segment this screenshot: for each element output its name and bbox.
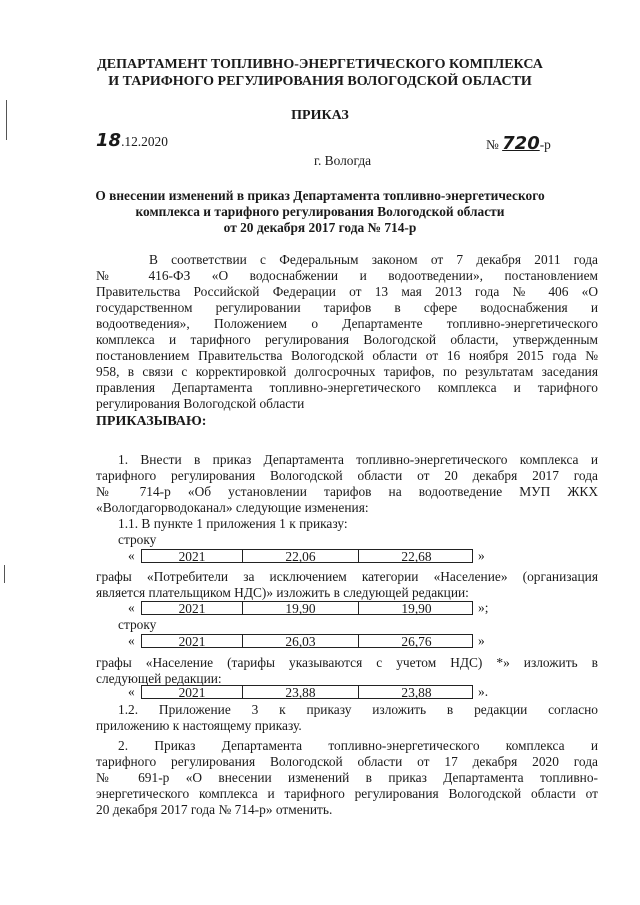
cell-year: 2021	[178, 549, 206, 564]
table-row	[141, 685, 473, 699]
preamble-line: В соответствии с Федеральным законом от 7 декабря 2011 года	[149, 252, 598, 267]
handwritten-number: 720	[502, 133, 540, 154]
item1-line: «Вологдагорводоканал» следующие изменения:	[96, 500, 369, 515]
word-row: строку	[118, 617, 157, 632]
cell-value: 22,06	[242, 550, 358, 562]
department-name-line2: И ТАРИФНОГО РЕГУЛИРОВАНИЯ ВОЛОГОДСКОЙ ОБЛАСТИ	[108, 74, 532, 89]
table-row	[141, 601, 473, 615]
cell-year: 2021	[178, 685, 206, 700]
cell-year: 2021	[178, 634, 206, 649]
preamble-line: правления Департамента топливно-энергетического комплекса и тарифного	[96, 380, 598, 395]
close-quote: »	[478, 548, 485, 563]
preamble-line: 958, в связи с корректировкой долгосрочных тарифов, по результатам заседания	[96, 364, 598, 379]
table-row	[141, 549, 473, 563]
preamble-line: № 416-ФЗ «О водоснабжении и водоотведении», постановлением	[96, 268, 598, 283]
document-type: ПРИКАЗ	[291, 108, 349, 123]
graph1-line: графы «Потребители за исключением категории «Население» (организация	[96, 569, 598, 584]
graph2-line: следующей редакции:	[96, 671, 222, 686]
graph1-line: является плательщиком НДС)» изложить в следующей редакции:	[96, 585, 469, 600]
order-date	[96, 130, 168, 151]
city: г. Вологда	[314, 153, 372, 168]
cell-value: 26,03	[242, 635, 358, 647]
subject-line2: комплекса и тарифного регулирования Вологодской области	[135, 204, 505, 219]
number-suffix: -р	[539, 137, 551, 152]
word-row: строку	[118, 532, 157, 547]
item1-2-line: приложению к настоящему приказу.	[96, 718, 302, 733]
preamble-line: регулирования Вологодской области	[96, 396, 305, 411]
cell-value: 22,68	[358, 550, 474, 562]
item1-line: тарифного регулирования Вологодской области от 20 декабря 2017 года	[96, 468, 598, 483]
cell-value: 23,88	[358, 686, 474, 698]
cell-value: 26,76	[358, 635, 474, 647]
cell-value: 19,90	[358, 602, 474, 614]
item2-line: энергетического комплекса и тарифного регулирования Вологодской области от	[96, 786, 598, 801]
item1-1: 1.1. В пункте 1 приложения 1 к приказу:	[118, 516, 348, 531]
close-quote: ».	[478, 684, 489, 699]
table-row	[141, 634, 473, 648]
item1-line: 1. Внести в приказ Департамента топливно-энергетического комплекса и	[118, 452, 598, 467]
preamble-line: государственном регулировании тарифов в сфере водоснабжения и	[96, 300, 598, 315]
preamble-line: водоотведения», Положением о Департаменте топливно-энергетического	[96, 316, 598, 331]
preamble-line: Правительства Российской Федерации от 13 мая 2013 года № 406 «О	[96, 284, 598, 299]
item2-line: 20 декабря 2017 года № 714-р» отменить.	[96, 802, 333, 817]
preamble-line: постановлением Правительства Вологодской области от 16 ноября 2015 года №	[96, 348, 598, 363]
scan-artifact	[4, 565, 5, 583]
item1-2-line: 1.2. Приложение 3 к приказу изложить в редакции согласно	[118, 702, 598, 717]
item1-line: № 714-р «Об установлении тарифов на водоотведение МУП ЖКХ	[96, 484, 598, 499]
close-quote: »;	[478, 600, 489, 615]
cell-value: 23,88	[242, 686, 358, 698]
open-quote: «	[128, 548, 135, 563]
open-quote: «	[128, 633, 135, 648]
item2-line: тарифного регулирования Вологодской области от 17 декабря 2020 года	[96, 754, 598, 769]
subject-line3: от 20 декабря 2017 года № 714-р	[223, 220, 417, 235]
order-number	[486, 133, 551, 154]
item2-line: № 691-р «О внесении изменений в приказ Департамента топливно-	[96, 770, 598, 785]
department-name-line1: ДЕПАРТАМЕНТ ТОПЛИВНО-ЭНЕРГЕТИЧЕСКОГО КОМПЛЕКСА	[97, 57, 543, 72]
cell-value: 19,90	[242, 602, 358, 614]
open-quote: «	[128, 684, 135, 699]
order-word: ПРИКАЗЫВАЮ:	[96, 414, 207, 429]
handwritten-day: 18	[96, 130, 122, 151]
preamble-line: комплекса и тарифного регулирования Вологодской области, утвержденным	[96, 332, 598, 347]
open-quote: «	[128, 600, 135, 615]
cell-year: 2021	[178, 601, 206, 616]
item2-line: 2. Приказ Департамента топливно-энергетического комплекса и	[118, 738, 598, 753]
number-sign: №	[486, 137, 499, 152]
close-quote: »	[478, 633, 485, 648]
graph2-line: графы «Население (тарифы указываются с учетом НДС) *» изложить в	[96, 655, 598, 670]
subject-line1: О внесении изменений в приказ Департамента топливно-энергетического	[95, 188, 545, 203]
date-rest: .12.2020	[121, 134, 168, 149]
